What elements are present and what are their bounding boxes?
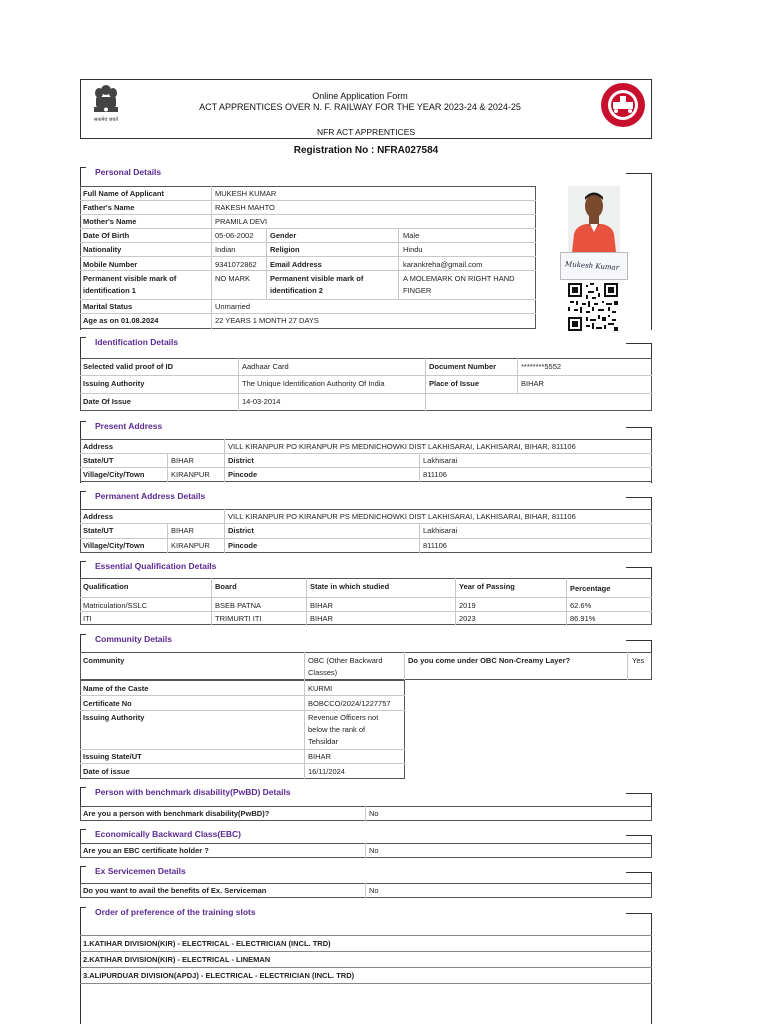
permanent-state-value: BIHAR — [171, 526, 194, 535]
table-cell: BIHAR — [310, 601, 333, 610]
permanent-address-value: VILL KIRANPUR PO KIRANPUR PS MEDNICHOWKI DIST LAKHISARAI, LAKHISARAI, BIHAR, 811106 — [228, 512, 576, 521]
col-percentage: Percentage — [570, 584, 611, 593]
national-emblem-icon — [90, 82, 122, 122]
pwbd-answer: No — [369, 809, 379, 818]
present-address-label: Address — [83, 442, 114, 451]
community-value: OBC (Other Backward — [308, 656, 383, 665]
mark2-value-2: FINGER — [403, 286, 432, 295]
father-name: RAKESH MAHTO — [215, 203, 275, 212]
community-label: Community — [83, 656, 125, 665]
certificate-value: BOBCCO/2024/1227757 — [308, 699, 391, 708]
table-cell: 62.6% — [570, 601, 592, 610]
form-category: NFR ACT APPRENTICES — [316, 127, 416, 137]
col-qualification: Qualification — [83, 582, 129, 591]
table-cell: Matriculation/SSLC — [83, 601, 148, 610]
form-subtitle: ACT APPRENTICES OVER N. F. RAILWAY FOR THE YEAR 2023-24 & 2024-25 — [199, 102, 521, 112]
exs-question: Do you want to avail the benefits of Ex. Serviceman — [83, 886, 267, 895]
proof-value: Aadhaar Card — [242, 362, 289, 371]
section-title: Community Details — [95, 634, 172, 644]
list-item: 2.KATIHAR DIVISION(KIR) - ELECTRICAL - LINEMAN — [83, 955, 271, 964]
ebc-answer: No — [369, 846, 379, 855]
caste-label: Name of the Caste — [83, 684, 149, 693]
col-board: Board — [215, 582, 237, 591]
registration-number: Registration No : NFRA027584 — [293, 145, 439, 156]
mark1-label-2: identification 1 — [83, 286, 136, 295]
mother-label: Mother's Name — [83, 217, 137, 226]
authority-value: The Unique Identification Authority Of India — [242, 379, 385, 388]
present-pincode-value: 811106 — [423, 470, 447, 479]
table-cell: ITI — [83, 614, 92, 623]
email-value: karankreha@gmail.com — [403, 260, 483, 269]
form-title: Online Application Form — [312, 91, 408, 101]
mark2-label-2: identification 2 — [270, 286, 323, 295]
docno-label: Document Number — [429, 362, 497, 371]
section-title: Identification Details — [95, 337, 179, 347]
col-year: Year of Passing — [459, 582, 515, 591]
table-cell: 2019 — [459, 601, 476, 610]
community-authority-value-2: below the rank of — [308, 725, 366, 734]
caste-value: KURMI — [308, 684, 333, 693]
mark2-value: A MOLEMARK ON RIGHT HAND — [403, 274, 515, 283]
table-cell: 2023 — [459, 614, 476, 623]
age-value: 22 YEARS 1 MONTH 27 DAYS — [215, 316, 319, 325]
exs-answer: No — [369, 886, 379, 895]
issuing-state-label: Issuing State/UT — [83, 752, 142, 761]
permanent-district-value: Lakhisarai — [423, 526, 458, 535]
section-title: Essential Qualification Details — [95, 561, 217, 571]
religion-value: Hindu — [403, 245, 423, 254]
place-label: Place of Issue — [429, 379, 480, 388]
community-date-label: Date of issue — [83, 767, 130, 776]
table-cell: 86.91% — [570, 614, 596, 623]
place-value: BIHAR — [521, 379, 544, 388]
present-state-value: BIHAR — [171, 456, 194, 465]
table-cell: BSEB PATNA — [215, 601, 261, 610]
section-title: Personal Details — [95, 167, 162, 177]
mother-name: PRAMILA DEVI — [215, 217, 268, 226]
section-title: Person with benchmark disability(PwBD) Details — [95, 787, 291, 797]
table-cell: BIHAR — [310, 614, 333, 623]
mark1-value: NO MARK — [215, 274, 251, 283]
list-item: 1.KATIHAR DIVISION(KIR) - ELECTRICAL - ELECTRICIAN (INCL. TRD) — [83, 939, 331, 948]
religion-label: Religion — [270, 245, 300, 254]
community-date-value: 16/11/2024 — [308, 767, 345, 776]
issue-date-label: Date Of Issue — [83, 397, 131, 406]
age-label: Age as on 01.08.2024 — [83, 316, 159, 325]
mobile-value: 9341072862 — [215, 260, 257, 269]
qr-code-icon — [568, 283, 618, 331]
ebc-question: Are you an EBC certificate holder ? — [83, 846, 209, 855]
name-label: Full Name of Applicant — [83, 189, 164, 198]
community-authority-value: Revenue Officers not — [308, 713, 379, 722]
permanent-state-label: State/UT — [83, 526, 114, 535]
permanent-village-value: KIRANPUR — [171, 541, 210, 550]
dob-label: Date Of Birth — [83, 231, 130, 240]
section-title: Ex Servicemen Details — [95, 866, 186, 876]
section-title: Order of preference of the training slots — [95, 907, 256, 917]
permanent-pincode-value: 811106 — [423, 541, 447, 550]
proof-label: Selected valid proof of ID — [83, 362, 174, 371]
indian-railways-logo-icon — [600, 82, 646, 128]
section-title: Present Address — [95, 421, 163, 431]
father-label: Father's Name — [83, 203, 135, 212]
mobile-label: Mobile Number — [83, 260, 138, 269]
dob-value: 05-06-2002 — [215, 231, 254, 240]
issue-date-value: 14-03-2014 — [242, 397, 281, 406]
list-item: 3.ALIPURDUAR DIVISION(APDJ) - ELECTRICAL - ELECTRICIAN (INCL. TRD) — [83, 971, 355, 980]
present-address-value: VILL KIRANPUR PO KIRANPUR PS MEDNICHOWKI DIST LAKHISARAI, LAKHISARAI, BIHAR, 811106 — [228, 442, 576, 451]
table-cell: TRIMURTI ITI — [215, 614, 262, 623]
permanent-address-label: Address — [83, 512, 114, 521]
gender-label: Gender — [270, 231, 297, 240]
applicant-name: MUKESH KUMAR — [215, 189, 277, 198]
present-district-value: Lakhisarai — [423, 456, 458, 465]
section-title: Economically Backward Class(EBC) — [95, 829, 241, 839]
noncreamy-label: Do you come under OBC Non-Creamy Layer? — [408, 656, 571, 665]
community-authority-value-3: Tehsildar — [308, 737, 339, 746]
permanent-pincode-label: Pincode — [228, 541, 258, 550]
nationality-value: Indian — [215, 245, 236, 254]
personal-details-table — [80, 186, 536, 329]
present-district-label: District — [228, 456, 254, 465]
community-value-2: Classes) — [308, 668, 338, 677]
nationality-label: Nationality — [83, 245, 122, 254]
emblem-caption: सत्यमेव जयते — [93, 117, 119, 123]
mark2-label: Permanent visible mark of — [270, 274, 364, 283]
issuing-state-value: BIHAR — [308, 752, 331, 761]
marital-label: Marital Status — [83, 302, 133, 311]
docno-value: ********5552 — [521, 362, 562, 371]
present-pincode-label: Pincode — [228, 470, 258, 479]
marital-value: Unmarried — [215, 302, 251, 311]
section-bracket — [80, 907, 81, 1024]
authority-label: Issuing Authority — [83, 379, 145, 388]
permanent-district-label: District — [228, 526, 254, 535]
present-village-label: Village/City/Town — [83, 470, 145, 479]
present-state-label: State/UT — [83, 456, 114, 465]
mark1-label: Permanent visible mark of — [83, 274, 177, 283]
applicant-photo — [568, 186, 620, 252]
noncreamy-value: Yes — [632, 656, 645, 665]
community-authority-label: Issuing Authority — [83, 713, 145, 722]
pwbd-question: Are you a person with benchmark disability(PwBD)? — [83, 809, 270, 818]
col-state: State in which studied — [310, 582, 390, 591]
permanent-village-label: Village/City/Town — [83, 541, 145, 550]
certificate-label: Certificate No — [83, 699, 132, 708]
section-title: Permanent Address Details — [95, 491, 206, 501]
email-label: Email Address — [270, 260, 322, 269]
gender-value: Male — [403, 231, 420, 240]
applicant-signature: Mukesh Kumar — [564, 260, 620, 272]
present-village-value: KIRANPUR — [171, 470, 210, 479]
